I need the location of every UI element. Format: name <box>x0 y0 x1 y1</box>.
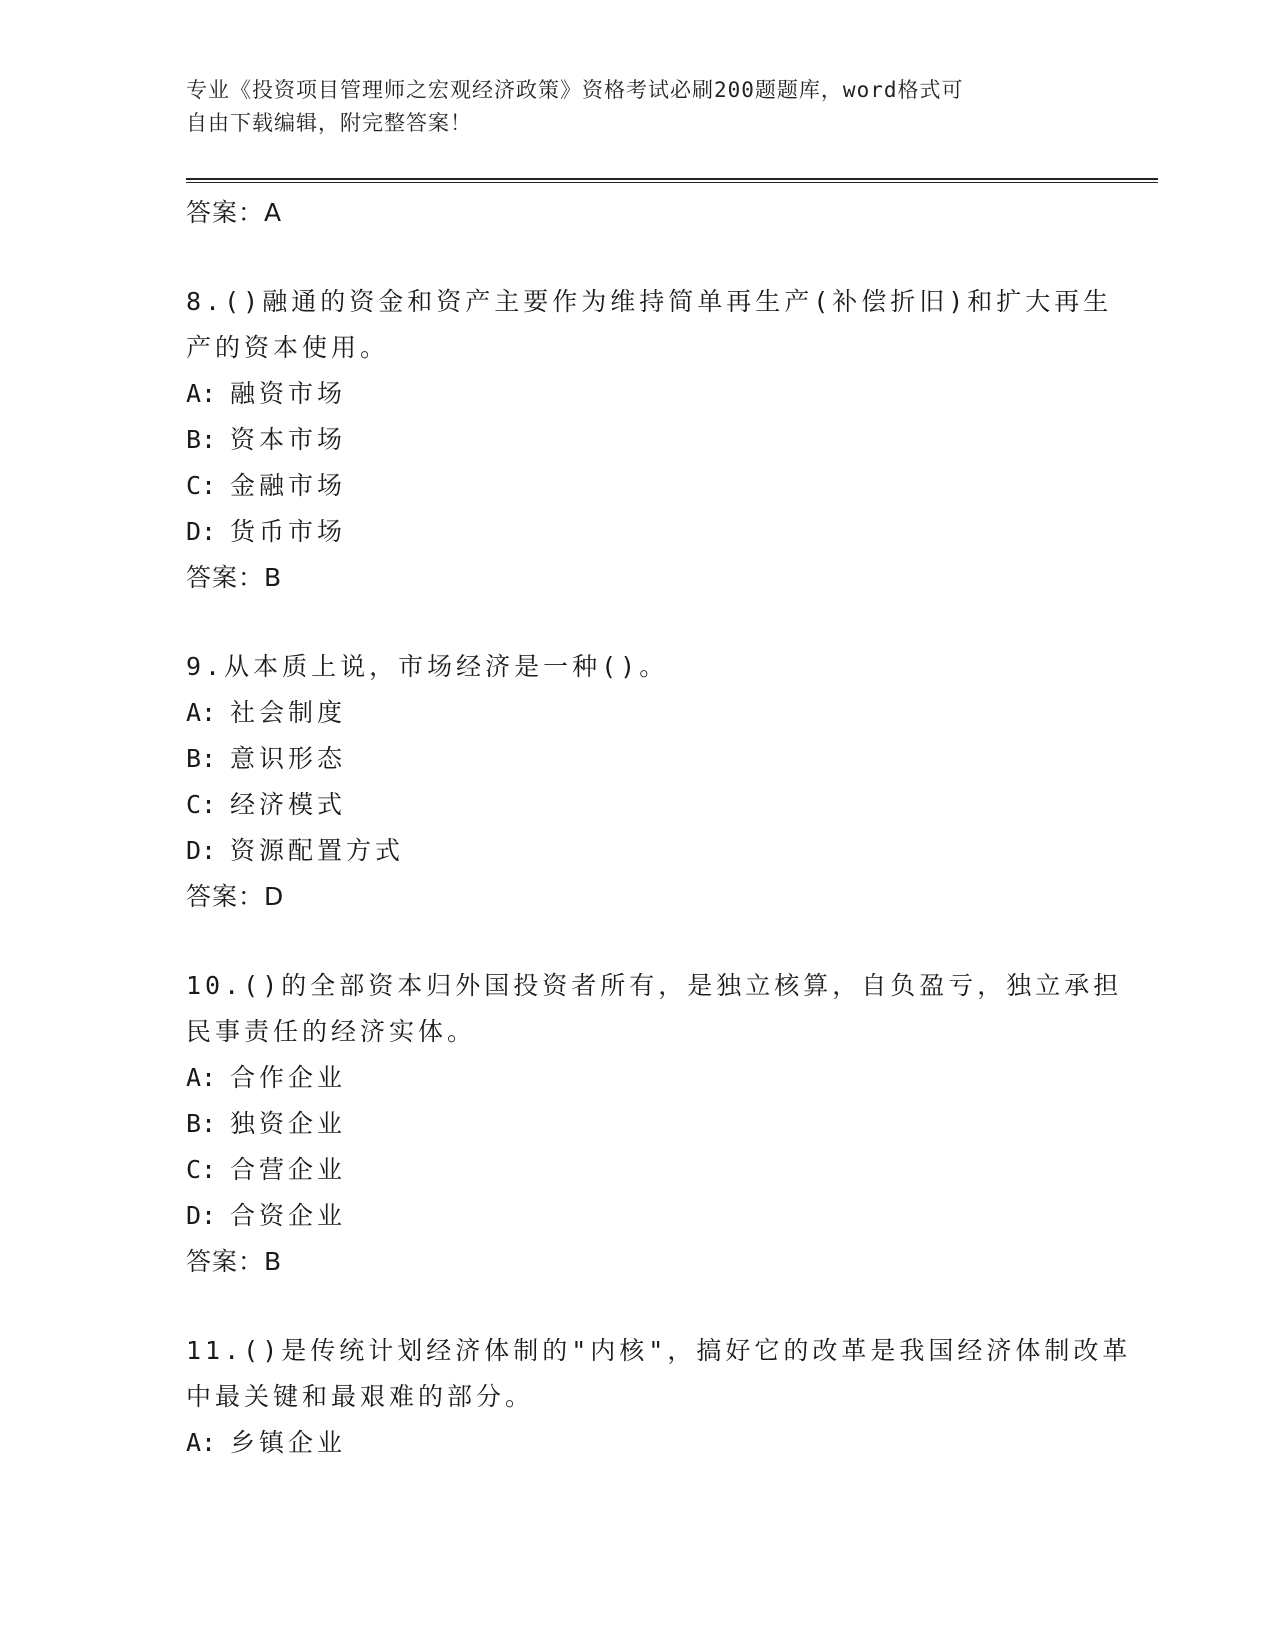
question-text: 9.从本质上说，市场经济是一种()。 <box>186 652 669 681</box>
option-letter: A: <box>186 379 217 408</box>
answer-line: 答案：B <box>186 563 283 592</box>
option-d <box>186 828 1136 874</box>
option-text: 合作企业 <box>230 1063 347 1092</box>
option-letter: D: <box>186 1201 217 1230</box>
question-block <box>186 963 1136 1285</box>
question-text: 8.()融通的资金和资产主要作为维持简单再生产(补偿折旧)和扩大再生产的资本使用。 <box>186 287 1113 362</box>
option-letter: B: <box>186 425 217 454</box>
answer-line: 答案：D <box>186 882 285 911</box>
option-a <box>186 371 1136 417</box>
option-letter: B: <box>186 744 217 773</box>
question-list <box>186 190 1136 1466</box>
answer-line: 答案：B <box>186 1247 283 1276</box>
option-text: 货币市场 <box>230 517 347 546</box>
option-c <box>186 782 1136 828</box>
option-letter: C: <box>186 790 217 819</box>
option-b <box>186 1101 1136 1147</box>
option-letter: A: <box>186 698 217 727</box>
option-text: 金融市场 <box>230 471 347 500</box>
option-a <box>186 1055 1136 1101</box>
option-text: 融资市场 <box>230 379 347 408</box>
option-d <box>186 509 1136 555</box>
header-divider <box>186 178 1158 183</box>
option-a <box>186 1420 1136 1466</box>
option-b <box>186 736 1136 782</box>
option-text: 资源配置方式 <box>230 836 405 865</box>
option-letter: A: <box>186 1063 217 1092</box>
option-text: 社会制度 <box>230 698 347 727</box>
option-text: 经济模式 <box>230 790 347 819</box>
header-line-2: 自由下载编辑，附完整答案！ <box>186 111 472 135</box>
question-block <box>186 279 1136 601</box>
question-block <box>186 1328 1136 1466</box>
question-text: 11.()是传统计划经济体制的"内核"，搞好它的改革是我国经济体制改革中最关键和最艰难的部分。 <box>186 1336 1132 1411</box>
option-text: 合营企业 <box>230 1155 347 1184</box>
option-c <box>186 1147 1136 1193</box>
question-text: 10.()的全部资本归外国投资者所有，是独立核算，自负盈亏，独立承担民事责任的经济实体。 <box>186 971 1123 1046</box>
option-letter: D: <box>186 517 217 546</box>
option-b <box>186 417 1136 463</box>
option-text: 合资企业 <box>230 1201 347 1230</box>
option-text: 乡镇企业 <box>230 1428 347 1457</box>
option-text: 独资企业 <box>230 1109 347 1138</box>
answer-line: 答案：A <box>186 198 283 227</box>
question-block <box>186 644 1136 920</box>
option-letter: D: <box>186 836 217 865</box>
option-d <box>186 1193 1136 1239</box>
option-letter: C: <box>186 1155 217 1184</box>
document-header <box>186 74 1086 140</box>
option-text: 资本市场 <box>230 425 347 454</box>
option-a <box>186 690 1136 736</box>
option-c <box>186 463 1136 509</box>
option-letter: B: <box>186 1109 217 1138</box>
option-text: 意识形态 <box>230 744 347 773</box>
header-line-1: 专业《投资项目管理师之宏观经济政策》资格考试必刷200题题库，word格式可 <box>186 78 964 102</box>
option-letter: A: <box>186 1428 217 1457</box>
option-letter: C: <box>186 471 217 500</box>
